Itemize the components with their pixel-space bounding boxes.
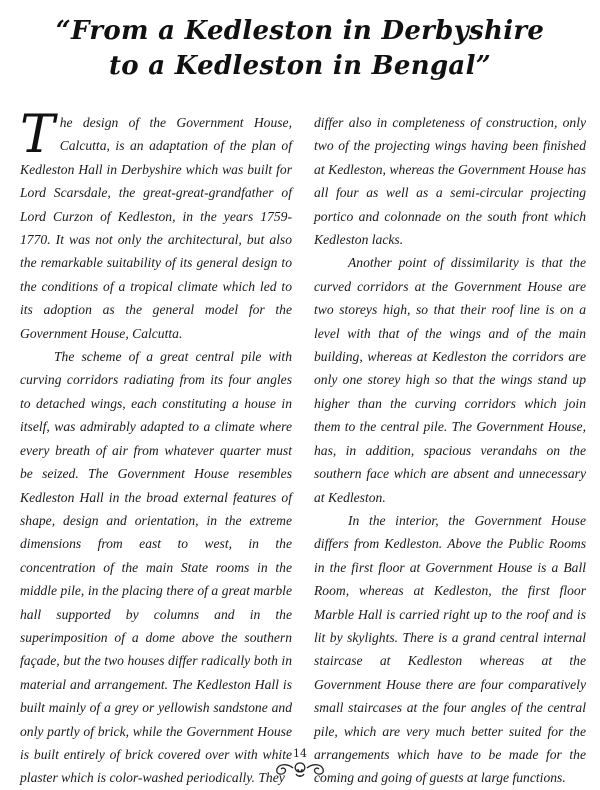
paragraph-2: The scheme of a great central pile with curving corridors radiating from its four angles to detached wings, each constituting a house in itself, was admirably adapted to a climate where every breath of air from whatever quarter must be seized. The Government House resembles Kedleston Hall in the broad external features of shape, design and orientation, in the extreme dimensions from east to west, in the concentration of the main State rooms in the middle pile, in the placing there of a great marble hall supported by columns and in the superimposition of a dome above the southern façade, but the two houses differ radically both in material and arrangement. The Kedleston Hall is built mainly of a grey or yellowish sandstone and only partly of brick, while the Government House is built entirely of brick covered over with white plaster which is color-washed periodically. They (20, 349, 292, 786)
paragraph-1-text: he design of the Government House, Calcutta, is an adaptation of the plan of Kedleston Hall in Derbyshire which was built for Lord Scarsdale, the great-great-grandfather of Lord Curzon of Kedleston, in the years 1759-1770. It was not only the architectural, but also the remarkable suitability of its general design to the conditions of a tropical climate which led to its adoption as the general model for the Government House, Calcutta. (20, 115, 292, 341)
paragraph-5: In the interior, the Government House differs from Kedleston. Above the Public Rooms in the first floor at Government House is a Ball Room, whereas at Kedleston, the first floor Marble Hall is carried right up to the roof and is lit by skylights. There is a grand central internal staircase at Kedleston whereas at the Government House there are four comparatively small staircases at the four angles of the central pile, which are very much better suited for the arrangements which have to be made for the coming and going of guests at large functions. (314, 512, 586, 786)
right-column (314, 111, 586, 790)
page-title (0, 14, 600, 84)
title-line-1: “From a Kedleston in Derbyshire (55, 16, 545, 46)
paragraph-3: differ also in completeness of construction, only two of the projecting wings having been finished at Kedleston, whereas the Government House has all four as well as a semi-circular projecting portico and colonnade on the south front which Kedleston lacks. (314, 115, 586, 248)
drop-cap: T (20, 105, 55, 165)
page-number: 14 (293, 747, 307, 760)
left-column (20, 105, 292, 790)
page-footer (0, 748, 600, 778)
flourish-ornament-icon (265, 760, 335, 778)
paragraph-4: Another point of dissimilarity is that the curved corridors at the Government House are two storeys high, so that their roof line is on a level with that of the wings and of the main building, whereas at Kedleston the corridors are only one storey high so that the wings stand up higher than the curving corridors which join them to the central pile. The Government House, has, in addition, spacious verandahs on the southern face which are absent and unnecessary at Kedleston. (314, 255, 586, 505)
title-line-2: to a Kedleston in Bengal” (108, 51, 492, 81)
paragraph-1 (20, 105, 292, 345)
